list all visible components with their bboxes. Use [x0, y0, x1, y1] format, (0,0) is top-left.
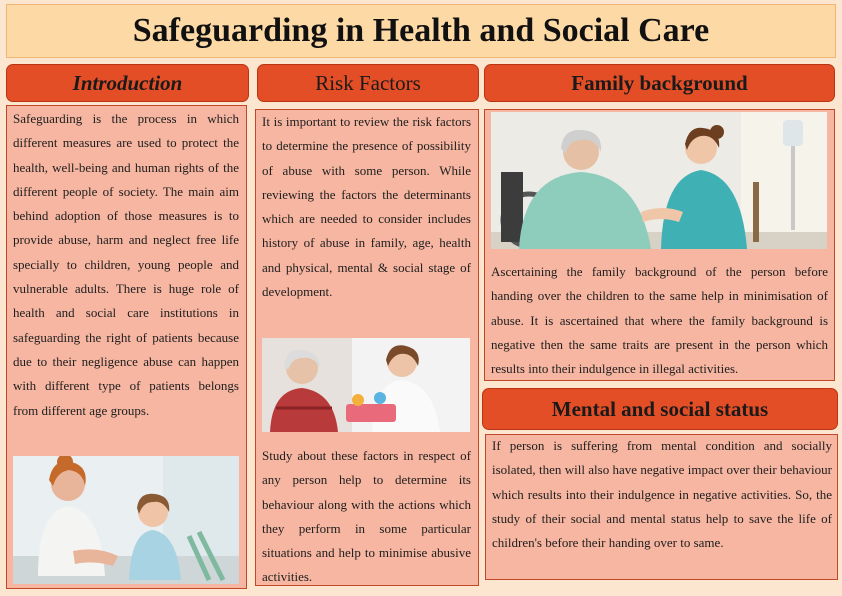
page-title: Safeguarding in Health and Social Care	[6, 4, 836, 58]
introduction-text: Safeguarding is the process in which different measures are used to protect the health, well-being and human rights of the different people of society. The main aim behind adoption of those measures is to provide abuse, harm and neglect free life specially to children, young people and vulnerable adults. There is huge role of health and social care institutions in safeguarding the right of patients because due to their negligence abuse can happen with different type of patients belongs from different age groups.	[13, 111, 239, 418]
risk-factors-text-1: It is important to review the risk factors to determine the presence of possibility of abuse with some person. While reviewing the factors the determinants which are needed to consider includes history of abuse in family, age, health and physical, mental & social stage of development.	[262, 114, 471, 300]
family-background-text: Ascertaining the family background of the person before handing over the children to the same help in minimisation of abuse. It is ascertained that where the family background is negative then the same traits are present in the person which results into their indulgence in illegal activities.	[491, 264, 828, 377]
family-background-heading: Family background	[484, 64, 835, 102]
wheelchair-nurse-photo	[491, 112, 827, 249]
mother-child-photo	[13, 456, 239, 584]
elderly-caregiver-photo	[262, 338, 470, 432]
risk-factors-text-2: Study about these factors in respect of any person help to determine its behaviour along with the actions which they perform in some particular situations and help to minimise abusive activities.	[262, 448, 471, 585]
risk-factors-heading: Risk Factors	[257, 64, 479, 102]
mental-social-heading: Mental and social status	[482, 388, 838, 430]
introduction-heading: Introduction	[6, 64, 249, 102]
mental-social-text: If person is suffering from mental condition and socially isolated, then will also have negative impact over their behaviour which results into their indulgence in negative activities. So, the study of their social and mental status help to save the life of children's before their handing over to same.	[492, 438, 832, 551]
